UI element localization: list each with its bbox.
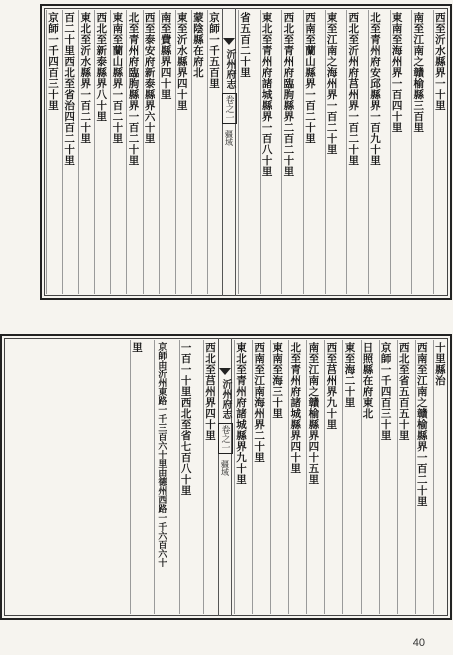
- lower-column: 西北至省五百五十里: [397, 340, 410, 614]
- upper-right-columns: [238, 10, 446, 294]
- band-section: 疆域: [220, 460, 230, 476]
- fishtail-mark-icon: [219, 368, 231, 375]
- band-section: 疆域: [224, 130, 234, 146]
- lower-column: 東至海二十里: [342, 340, 355, 614]
- upper-column: 西至沂水縣界一十里: [433, 10, 446, 294]
- upper-column: 南至費縣界四十里: [159, 10, 172, 294]
- band-juan: 卷之一: [222, 93, 237, 124]
- upper-center-band: [222, 8, 236, 296]
- upper-column: 京師一千五百里: [207, 10, 220, 294]
- upper-column: 西北至新泰縣界八十里: [94, 10, 107, 294]
- upper-column: 東北至沂水縣界一百二十里: [78, 10, 91, 294]
- fishtail-mark-icon: [223, 38, 235, 45]
- upper-column: 西北至沂州府莒州界一百二十里: [346, 10, 359, 294]
- lower-column: 西南至江南海州界二十里: [252, 340, 265, 614]
- upper-column: 京師一千四百三十里: [46, 10, 59, 294]
- upper-column: 東南至海州界一百四十里: [390, 10, 403, 294]
- upper-column: 北至青州府安邱縣界一百九十里: [368, 10, 381, 294]
- lower-right-columns: [234, 340, 446, 614]
- upper-column: 蒙陰縣在府北: [191, 10, 204, 294]
- lower-column: 西至莒州界九十里: [324, 340, 337, 614]
- lower-column: 南至江南之贛榆縣界四十五里: [306, 340, 319, 614]
- lower-center-band: [218, 338, 232, 616]
- lower-column: 西南至江南之贛榆縣界一百二十里: [415, 340, 428, 614]
- lower-column: 東南至海三十里: [270, 340, 283, 614]
- upper-leaf: [0, 0, 453, 318]
- upper-column: 西南至蘭山縣界一百二十里: [303, 10, 316, 294]
- lower-left-columns: [130, 340, 216, 614]
- lower-column: 里: [130, 340, 143, 614]
- lower-column: 東北至青州府諸城縣界九十里: [234, 340, 247, 614]
- lower-column: 西北至莒州界四十里: [203, 340, 216, 614]
- upper-column: 省五百二十里: [238, 10, 251, 294]
- band-juan: 卷之一: [218, 423, 233, 454]
- upper-column: 北至青州府臨朐縣界一百二十里: [126, 10, 139, 294]
- lower-column: 一百一十里西北至省七百八十里: [179, 340, 192, 614]
- upper-column: 東南至蘭山縣界一百二十里: [110, 10, 123, 294]
- upper-column: 東北至青州府諸城縣界一百八十里: [260, 10, 273, 294]
- lower-column: 北至青州府諸城縣界四十里: [288, 340, 301, 614]
- band-book-title: 沂州府志: [224, 49, 235, 89]
- upper-column: 百二十里西北至省治四百二十里: [62, 10, 75, 294]
- lower-column: 京師由沂州東路一千三百六十里由德州西路一千六百六十: [154, 340, 167, 614]
- lower-column: 京師一千四百三十里: [379, 340, 392, 614]
- upper-column: 東至江南之海州界一百二十里: [325, 10, 338, 294]
- band-book-title: 沂州府志: [220, 379, 231, 419]
- upper-left-columns: [46, 10, 220, 294]
- lower-column: 十里縣治: [433, 340, 446, 614]
- upper-column: 西至泰安府新泰縣界六十里: [143, 10, 156, 294]
- page-number: 40: [412, 637, 425, 649]
- upper-column: 南至江南之贛榆縣三百里: [411, 10, 424, 294]
- upper-column: 東至沂水縣界四十里: [175, 10, 188, 294]
- upper-column: 西北至青州府臨朐縣界二百二十里: [281, 10, 294, 294]
- lower-column: 日照縣在府東北: [361, 340, 374, 614]
- lower-leaf: [0, 330, 453, 630]
